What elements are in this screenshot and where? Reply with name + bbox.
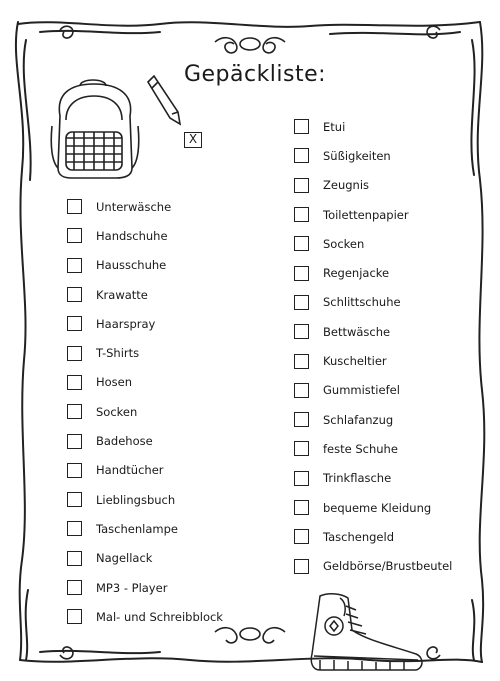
sneaker-icon [306, 590, 428, 676]
checklist-item-feste-schuhe[interactable] [294, 434, 452, 463]
checklist-item-socken[interactable] [67, 397, 223, 426]
checkbox[interactable] [294, 471, 309, 486]
checklist-item-label: feste Schuhe [323, 441, 398, 456]
checklist-item-trinkflasche[interactable] [294, 464, 452, 493]
example-checkbox: X [184, 132, 202, 148]
checkbox[interactable] [294, 441, 309, 456]
checkbox[interactable] [294, 236, 309, 251]
checklist-item-geldboerse-brustbeutel[interactable] [294, 551, 452, 580]
checkbox[interactable] [294, 148, 309, 163]
checkbox[interactable] [67, 492, 82, 507]
checklist-item-label: Trinkflasche [323, 471, 392, 486]
checklist-item-label: Bettwäsche [323, 324, 391, 339]
checklist-item-label: Schlafanzug [323, 412, 394, 427]
page-title: Gepäckliste: [183, 62, 327, 87]
checkbox[interactable] [294, 529, 309, 544]
checklist-item-unterwaesche[interactable] [67, 192, 223, 221]
checklist-item-gummistiefel[interactable] [294, 376, 452, 405]
checklist-item-label: Geldbörse/Brustbeutel [323, 559, 453, 574]
checklist-item-haarspray[interactable] [67, 309, 223, 338]
checklist-item-label: Socken [323, 236, 365, 251]
checklist-item-schlittschuhe[interactable] [294, 288, 452, 317]
checklist-item-label: Taschengeld [323, 529, 395, 544]
checklist-item-socken[interactable] [294, 229, 452, 258]
checkbox[interactable] [67, 580, 82, 595]
checklist-item-label: Hosen [96, 375, 133, 390]
checkbox[interactable] [67, 609, 82, 624]
checkbox[interactable] [67, 199, 82, 214]
checkbox[interactable] [67, 258, 82, 273]
checklist-item-label: Nagellack [96, 551, 153, 566]
checkbox[interactable] [294, 295, 309, 310]
checklist-item-label: Handschuhe [96, 228, 168, 243]
checkbox[interactable] [294, 178, 309, 193]
checklist-item-taschenlampe[interactable] [67, 514, 223, 543]
checkbox[interactable] [294, 207, 309, 222]
checklist-item-zeugnis[interactable] [294, 171, 452, 200]
checklist-item-label: Regenjacke [323, 266, 390, 281]
checklist-item-label: Hausschuhe [96, 258, 167, 273]
checklist-item-krawatte[interactable] [67, 280, 223, 309]
checklist-item-t-shirts[interactable] [67, 338, 223, 367]
checklist-item-badehose[interactable] [67, 426, 223, 455]
checkbox[interactable] [294, 383, 309, 398]
checklist-item-label: Krawatte [96, 287, 148, 302]
checkbox[interactable] [67, 228, 82, 243]
checklist-item-kuscheltier[interactable] [294, 346, 452, 375]
checkbox[interactable] [67, 316, 82, 331]
checklist-item-label: Badehose [96, 434, 153, 449]
checklist-item-suessigkeiten[interactable] [294, 141, 452, 170]
checklist-item-label: Haarspray [96, 316, 156, 331]
right-checklist [294, 112, 452, 581]
checkbox[interactable] [67, 346, 82, 361]
checkbox[interactable] [294, 559, 309, 574]
checklist-item-label: Lieblingsbuch [96, 492, 176, 507]
checklist-item-label: Unterwäsche [96, 199, 172, 214]
checkbox[interactable] [294, 324, 309, 339]
checklist-item-label: Schlittschuhe [323, 295, 401, 310]
checklist-item-toilettenpapier[interactable] [294, 200, 452, 229]
checklist-item-taschengeld[interactable] [294, 522, 452, 551]
checklist-item-handschuhe[interactable] [67, 221, 223, 250]
checklist-item-handtuecher[interactable] [67, 456, 223, 485]
checkbox[interactable] [294, 266, 309, 281]
left-checklist [67, 192, 223, 631]
checkbox[interactable] [67, 287, 82, 302]
checkbox[interactable] [67, 375, 82, 390]
checkbox[interactable] [294, 354, 309, 369]
checklist-item-label: Socken [96, 404, 138, 419]
checklist-item-bequeme-kleidung[interactable] [294, 493, 452, 522]
checkbox[interactable] [294, 500, 309, 515]
checklist-item-label: MP3 - Player [96, 580, 168, 595]
checkbox[interactable] [294, 119, 309, 134]
checkbox[interactable] [67, 521, 82, 536]
checkbox[interactable] [67, 463, 82, 478]
checkbox[interactable] [294, 412, 309, 427]
checklist-item-label: Handtücher [96, 463, 164, 478]
checklist-item-label: Gummistiefel [323, 383, 400, 398]
checklist-item-regenjacke[interactable] [294, 258, 452, 287]
pencil-icon [144, 74, 184, 128]
checklist-item-hosen[interactable] [67, 368, 223, 397]
checklist-item-label: Zeugnis [323, 178, 370, 193]
checklist-item-label: Kuscheltier [323, 354, 387, 369]
checklist-item-label: Taschenlampe [96, 521, 178, 536]
checklist-item-lieblingsbuch[interactable] [67, 485, 223, 514]
checklist-item-bettwaesche[interactable] [294, 317, 452, 346]
checklist-item-hausschuhe[interactable] [67, 251, 223, 280]
checklist-item-schlafanzug[interactable] [294, 405, 452, 434]
checklist-item-label: Süßigkeiten [323, 148, 391, 163]
checklist-item-label: Mal- und Schreibblock [96, 609, 223, 624]
checklist-item-etui[interactable] [294, 112, 452, 141]
checklist-item-label: bequeme Kleidung [323, 500, 432, 515]
checklist-item-label: Toilettenpapier [323, 207, 409, 222]
checklist-item-label: Etui [323, 119, 346, 134]
checkbox[interactable] [67, 434, 82, 449]
checkbox[interactable] [67, 404, 82, 419]
checklist-item-nagellack[interactable] [67, 544, 223, 573]
checklist-item-label: T-Shirts [96, 346, 140, 361]
checklist-item-mp3-player[interactable] [67, 573, 223, 602]
checkbox[interactable] [67, 551, 82, 566]
backpack-icon [50, 76, 142, 180]
checklist-item-mal-und-schreibblock[interactable] [67, 602, 223, 631]
